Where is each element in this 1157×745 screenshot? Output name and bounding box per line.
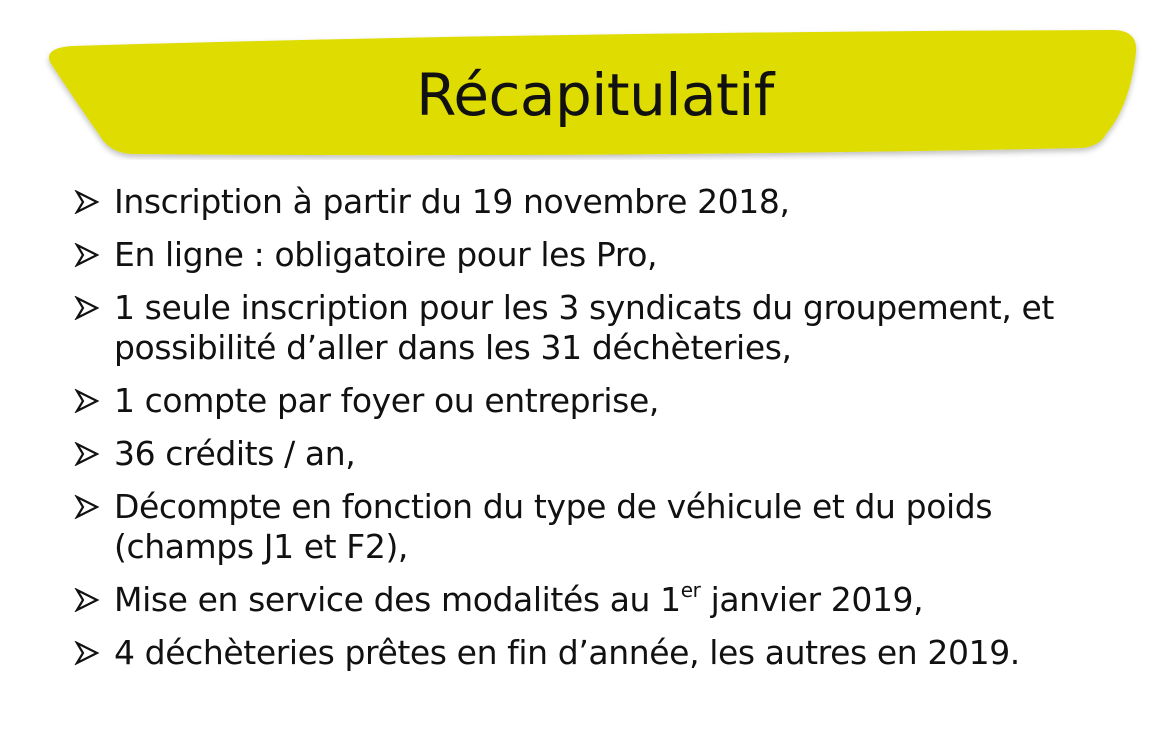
bullet-text: Inscription à partir du 19 novembre 2018, <box>114 182 790 221</box>
bullet-text: 4 déchèteries prêtes en fin d’année, les autres en 2019. <box>114 633 1020 672</box>
bullet-text-continuation: (champs J1 et F2), <box>114 527 409 566</box>
bullet-text: Décompte en fonction du type de véhicule et du poids <box>114 487 993 526</box>
bullet-list <box>74 182 1124 686</box>
bullet-item <box>74 434 1124 474</box>
arrow-bullet-icon <box>74 588 100 612</box>
bullet-text: 1 compte par foyer ou entreprise, <box>114 381 659 420</box>
arrow-bullet-icon <box>74 190 100 214</box>
arrow-bullet-icon <box>74 442 100 466</box>
bullet-text: 36 crédits / an, <box>114 434 356 473</box>
bullet-text: 1 seule inscription pour les 3 syndicats du groupement, et <box>114 288 1054 327</box>
bullet-text: En ligne : obligatoire pour les Pro, <box>114 235 658 274</box>
bullet-item <box>74 235 1124 275</box>
ordinal-superscript: er <box>680 578 701 602</box>
title-banner <box>42 26 1148 160</box>
slide-title: Récapitulatif <box>416 61 774 129</box>
bullet-text-continuation: possibilité d’aller dans les 31 déchèteries, <box>114 328 792 367</box>
bullet-item <box>74 182 1124 222</box>
bullet-text-after: janvier 2019, <box>700 580 924 619</box>
bullet-item <box>74 288 1124 368</box>
arrow-bullet-icon <box>74 495 100 519</box>
bullet-item <box>74 580 1124 620</box>
arrow-bullet-icon <box>74 641 100 665</box>
bullet-item <box>74 487 1124 567</box>
arrow-bullet-icon <box>74 389 100 413</box>
bullet-item <box>74 633 1124 673</box>
arrow-bullet-icon <box>74 243 100 267</box>
arrow-bullet-icon <box>74 296 100 320</box>
bullet-item <box>74 381 1124 421</box>
bullet-text <box>114 580 1124 620</box>
bullet-text-before: Mise en service des modalités au 1 <box>114 580 681 619</box>
